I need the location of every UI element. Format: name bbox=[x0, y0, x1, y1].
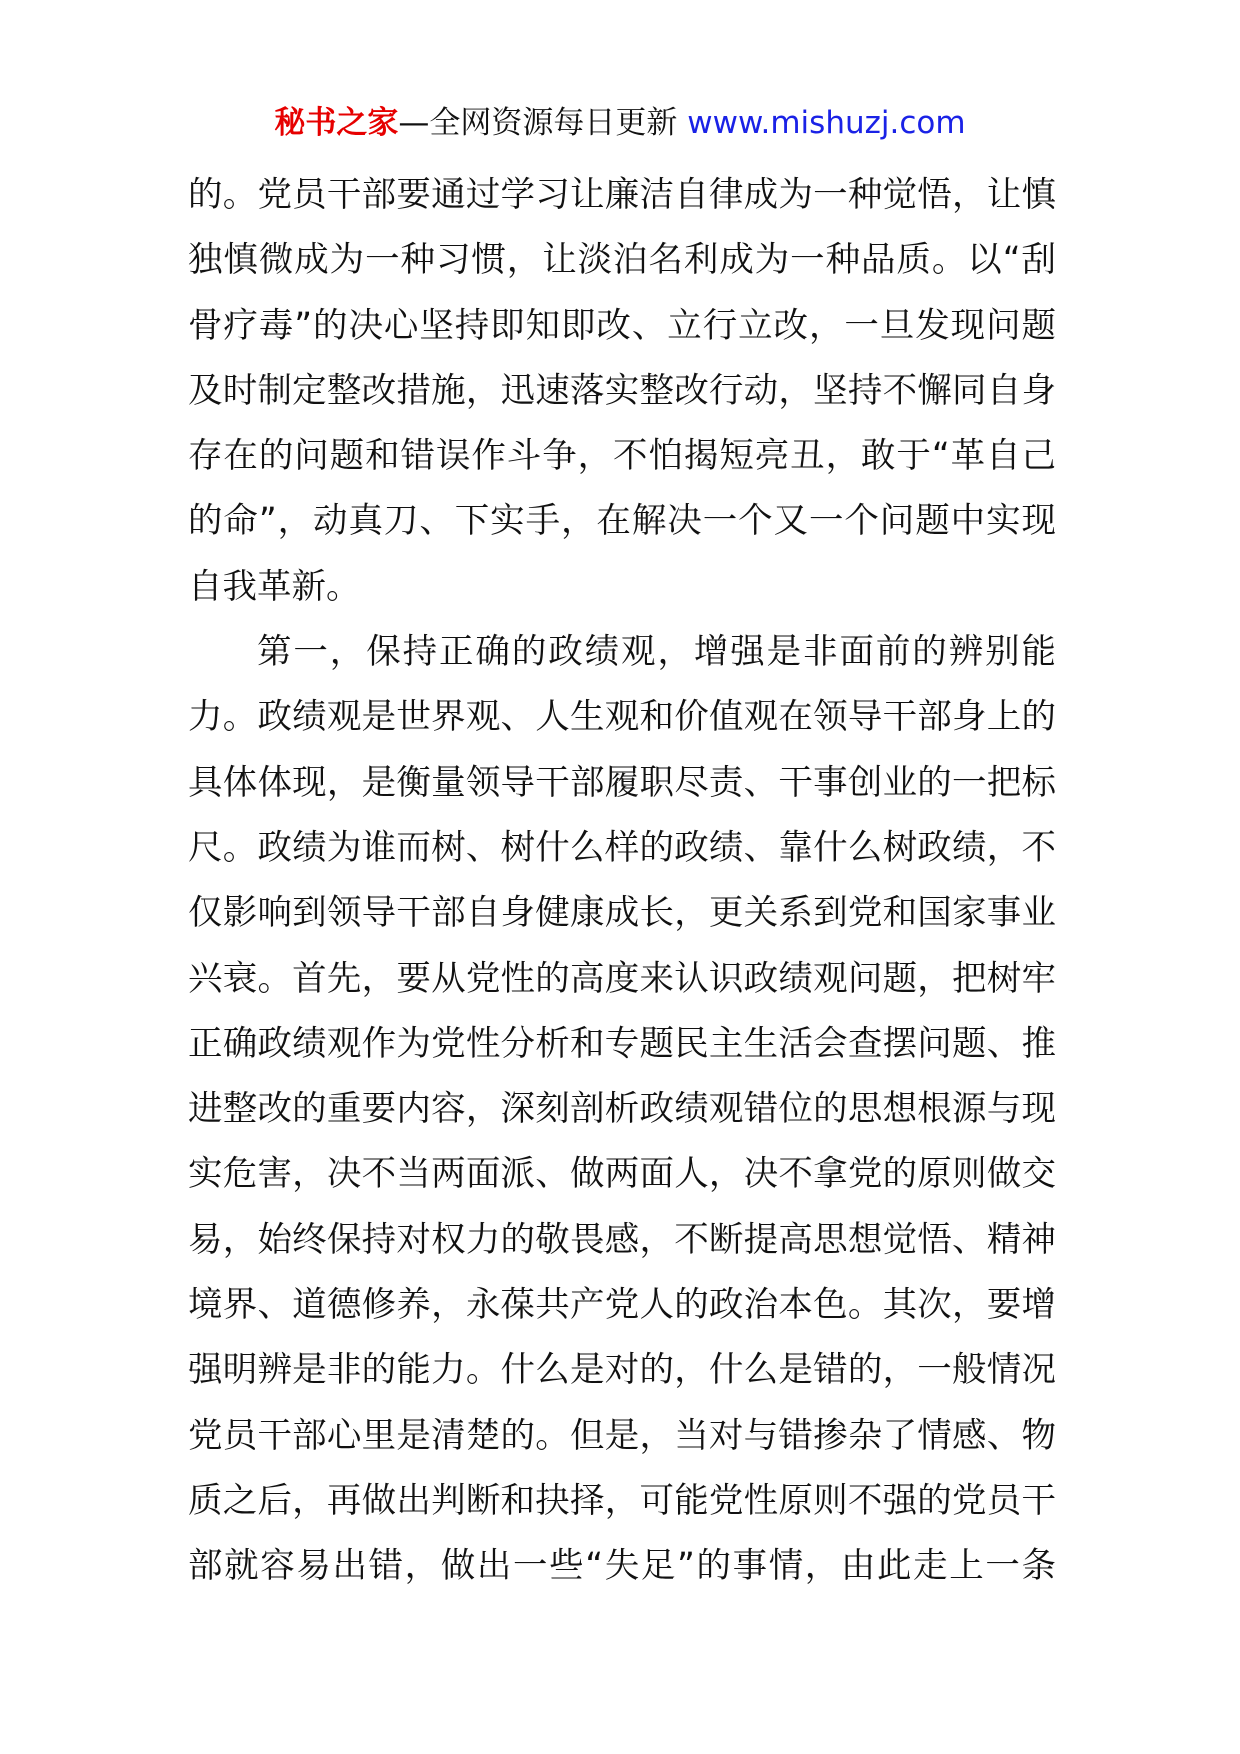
text-line: 正确政绩观作为党性分析和专题民主生活会查摆问题、推 bbox=[188, 1023, 1056, 1064]
text-line: 质之后，再做出判断和抉择，可能党性原则不强的党员干 bbox=[188, 1480, 1056, 1521]
text-line: 党员干部心里是清楚的。但是，当对与错掺杂了情感、物 bbox=[188, 1415, 1056, 1456]
text-line: 尺。政绩为谁而树、树什么样的政绩、靠什么树政绩，不 bbox=[188, 827, 1056, 868]
text-line: 具体体现，是衡量领导干部履职尽责、干事创业的一把标 bbox=[188, 762, 1056, 803]
text-line: 及时制定整改措施，迅速落实整改行动，坚持不懈同自身 bbox=[188, 370, 1056, 411]
page-header bbox=[0, 103, 1240, 143]
text-line: 强明辨是非的能力。什么是对的，什么是错的，一般情况 bbox=[188, 1350, 1056, 1391]
text-line: 的命”，动真刀、下实手，在解决一个又一个问题中实现 bbox=[188, 501, 1056, 542]
text-line: 骨疗毒”的决心坚持即知即改、立行立改，一旦发现问题 bbox=[188, 305, 1056, 346]
text-line: 独慎微成为一种习惯，让淡泊名利成为一种品质。以“刮 bbox=[188, 240, 1056, 281]
header-tagline: —全网资源每日更新 bbox=[398, 105, 688, 141]
document-body bbox=[188, 163, 1056, 1600]
text-line: 兴衰。首先，要从党性的高度来认识政绩观问题，把树牢 bbox=[188, 958, 1056, 999]
text-line: 进整改的重要内容，深刻剖析政绩观错位的思想根源与现 bbox=[188, 1089, 1056, 1130]
text-line: 自我革新。 bbox=[188, 566, 361, 607]
header-brand: 秘书之家 bbox=[274, 105, 399, 141]
paragraph-2 bbox=[188, 620, 1056, 1599]
text-line: 仅影响到领导干部自身健康成长，更关系到党和国家事业 bbox=[188, 893, 1056, 934]
text-line: 实危害，决不当两面派、做两面人，决不拿党的原则做交 bbox=[188, 1154, 1056, 1195]
text-line: 境界、道德修养，永葆共产党人的政治本色。其次，要增 bbox=[188, 1285, 1056, 1326]
paragraph-1 bbox=[188, 163, 1056, 620]
text-line: 第一，保持正确的政绩观，增强是非面前的辨别能 bbox=[257, 632, 1056, 673]
header-url-link[interactable]: www.mishuzj.com bbox=[687, 105, 966, 141]
text-line: 易，始终保持对权力的敬畏感，不断提高思想觉悟、精神 bbox=[188, 1219, 1056, 1260]
text-line: 存在的问题和错误作斗争，不怕揭短亮丑，敢于“革自己 bbox=[188, 436, 1056, 477]
text-line: 的。党员干部要通过学习让廉洁自律成为一种觉悟，让慎 bbox=[188, 175, 1056, 215]
text-line: 部就容易出错，做出一些“失足”的事情，由此走上一条 bbox=[188, 1546, 1056, 1587]
text-line: 力。政绩观是世界观、人生观和价值观在领导干部身上的 bbox=[188, 697, 1056, 738]
